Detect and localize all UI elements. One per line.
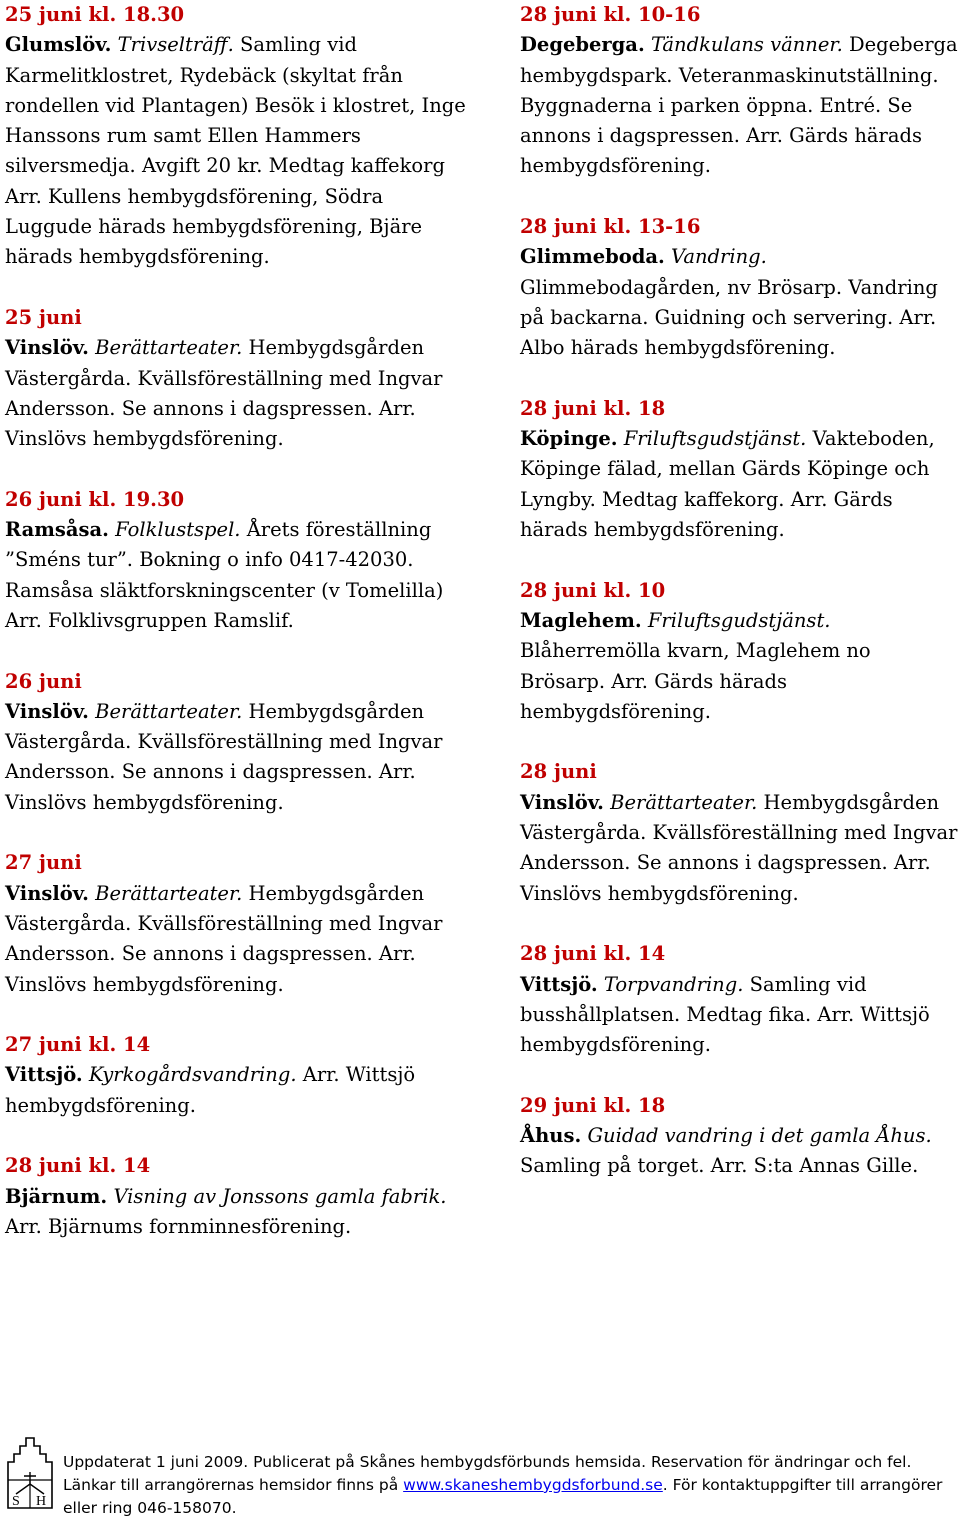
event-text: Samling på torget. Arr. S:ta Annas Gille. [520, 1154, 919, 1178]
event-date: 29 juni kl. 18 [520, 1093, 666, 1117]
event-date: 27 juni kl. 14 [5, 1033, 151, 1057]
footer-links-prefix: Länkar till arrangörernas hemsidor finns på [63, 1476, 404, 1494]
event-date: 28 juni kl. 10 [520, 578, 666, 602]
event-place: Vinslöv. [520, 790, 604, 814]
event-text: Blåherremölla kvarn, Maglehem no Brösarp. Arr. Gärds härads hembygdsförening. [520, 639, 871, 723]
event-item [520, 576, 960, 727]
event-type: Vandring. [671, 245, 767, 269]
event-place: Ramsåsa. [5, 518, 109, 542]
event-item [5, 667, 475, 818]
event-type: Folklustspel. [115, 518, 241, 542]
event-type: Friluftsgudstjänst. [623, 427, 807, 451]
event-text: Hembygdsgården Västergårda. Kvällsföreställning med Ingvar Andersson. Se annons i dagspressen. Arr. Vinslövs hembygdsförening. [520, 790, 958, 905]
event-text: Hembygdsgården Västergårda. Kvällsföreställning med Ingvar Andersson. Se annons i dagspressen. Arr. Vinslövs hembygdsförening. [5, 699, 443, 814]
event-date: 28 juni kl. 10-16 [520, 3, 701, 26]
event-type: Berättarteater. [95, 336, 243, 360]
event-type: Berättarteater. [95, 699, 243, 723]
event-type: Berättarteater. [610, 790, 758, 814]
event-text: Hembygdsgården Västergårda. Kvällsföreställning med Ingvar Andersson. Se annons i dagspressen. Arr. Vinslövs hembygdsförening. [5, 881, 443, 996]
event-item [520, 212, 960, 363]
event-place: Vinslöv. [5, 881, 89, 905]
event-type: Guidad vandring i det gamla Åhus. [587, 1123, 932, 1147]
event-type: Trivselträff. [117, 33, 234, 57]
footer-links-suffix: . För kontaktuppgifter till arrangörer eller ring 046-158070. [63, 1476, 943, 1517]
event-text: Glimmebodagården, nv Brösarp. Vandring på backarna. Guidning och servering. Arr. Albo härads hembygdsförening. [520, 275, 938, 360]
event-type: Friluftsgudstjänst. [647, 608, 831, 632]
event-text: Degeberga hembygdspark. Veteranmaskinutställning. Byggnaderna i parken öppna. Entré. Se annons i dagspressen. Arr. Gärds härads hembygdsförening. [520, 33, 958, 178]
event-place: Degeberga. [520, 33, 645, 57]
event-place: Vittsjö. [5, 1063, 83, 1087]
event-place: Glimmeboda. [520, 245, 665, 269]
event-type: Torpvandring. [603, 972, 744, 996]
event-item [520, 0, 960, 182]
event-date: 28 juni [520, 760, 597, 784]
event-item [5, 0, 475, 273]
event-item [5, 848, 475, 999]
event-date: 27 juni [5, 851, 82, 875]
website-link[interactable]: www.skaneshembygdsforbund.se [403, 1476, 663, 1494]
event-type: Kyrkogårdsvandring. [88, 1063, 297, 1087]
event-item [5, 485, 475, 636]
event-place: Bjärnum. [5, 1184, 108, 1208]
event-item [5, 1151, 475, 1242]
footer-updated-line: Uppdaterat 1 juni 2009. Publicerat på Skånes hembygdsförbunds hemsida. Reservation för ändringar och fel. [63, 1453, 912, 1471]
svg-text:H: H [36, 1494, 47, 1509]
event-date: 26 juni kl. 19.30 [5, 487, 185, 511]
footer-text [63, 1451, 953, 1520]
event-item [520, 757, 960, 908]
event-item [520, 939, 960, 1060]
left-column [5, 0, 475, 1272]
footer-links-line [63, 1474, 953, 1520]
event-date: 28 juni kl. 13-16 [520, 215, 701, 239]
event-place: Maglehem. [520, 608, 642, 632]
event-place: Åhus. [520, 1123, 582, 1147]
event-item [520, 394, 960, 545]
event-place: Vinslöv. [5, 699, 89, 723]
event-place: Vittsjö. [520, 972, 598, 996]
event-place: Köpinge. [520, 427, 618, 451]
event-date: 28 juni kl. 14 [520, 942, 666, 966]
logo-icon [4, 1432, 56, 1510]
event-text: Årets föreställning ”Sméns tur”. Bokning o info 0417-42030. Ramsåsa släktforskningscenter (v Tomelilla) Arr. Folklivsgruppen Ramslif. [5, 518, 444, 632]
footer [0, 1430, 960, 1519]
event-type: Tändkulans vänner. [650, 33, 843, 57]
event-item [5, 1030, 475, 1121]
event-text: Hembygdsgården Västergårda. Kvällsföreställning med Ingvar Andersson. Se annons i dagspressen. Arr. Vinslövs hembygdsförening. [5, 336, 443, 451]
event-date: 28 juni kl. 14 [5, 1154, 151, 1178]
event-text: Vakteboden, Köpinge fälad, mellan Gärds Köpinge och Lyngby. Medtag kaffekorg. Arr. Gärds härads hembygdsförening. [520, 427, 935, 542]
event-text: Arr. Bjärnums fornminnesförening. [5, 1214, 352, 1238]
event-date: 25 juni kl. 18.30 [5, 3, 185, 26]
right-column [520, 0, 960, 1212]
event-type: Visning av Jonssons gamla fabrik. [113, 1184, 447, 1208]
event-date: 25 juni [5, 305, 82, 329]
event-text: Samling vid Karmelitklostret, Rydebäck (skyltat från rondellen vid Plantagen) Besök i klostret, Inge Hanssons rum samt Ellen Hammers silversmedja. Avgift 20 kr. Medtag kaffekorg Arr. Kullens hembygdsförening, Södra Luggude härads hembygdsförening, Bjäre härads hembygdsförening. [5, 33, 466, 269]
svg-text:S: S [12, 1494, 20, 1509]
event-date: 28 juni kl. 18 [520, 396, 666, 420]
event-text: Arr. Wittsjö hembygdsförening. [5, 1063, 416, 1117]
event-place: Glumslöv. [5, 33, 112, 57]
event-place: Vinslöv. [5, 336, 89, 360]
event-item [5, 303, 475, 454]
event-item [520, 1091, 960, 1182]
event-type: Berättarteater. [95, 881, 243, 905]
event-date: 26 juni [5, 669, 82, 693]
event-text: Samling vid busshållplatsen. Medtag fika. Arr. Wittsjö hembygdsförening. [520, 972, 930, 1057]
